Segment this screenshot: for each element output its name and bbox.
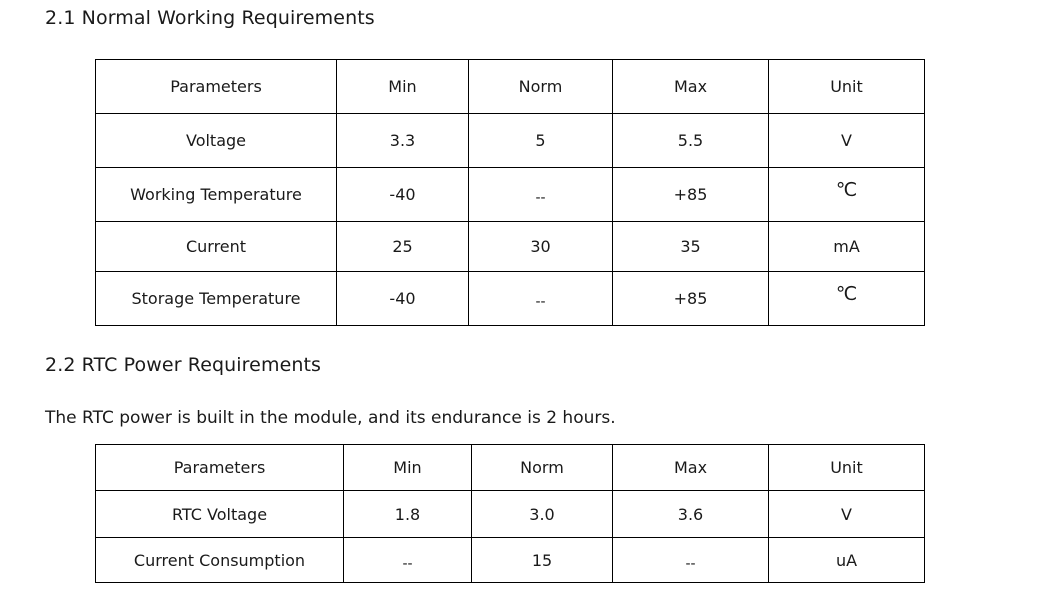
cell-parameter: Storage Temperature bbox=[96, 272, 337, 326]
cell-max: +85 bbox=[613, 272, 769, 326]
section-heading-rtc-power: 2.2 RTC Power Requirements bbox=[45, 354, 322, 376]
cell-max: 5.5 bbox=[613, 114, 769, 168]
column-header-min: Min bbox=[337, 60, 469, 114]
cell-parameter: Voltage bbox=[96, 114, 337, 168]
column-header-norm: Norm bbox=[472, 445, 613, 491]
column-header-parameters: Parameters bbox=[96, 60, 337, 114]
cell-min: -40 bbox=[337, 272, 469, 326]
cell-parameter: Current Consumption bbox=[96, 538, 344, 583]
cell-unit: uA bbox=[769, 538, 925, 583]
cell-min: 25 bbox=[337, 222, 469, 272]
cell-max: 35 bbox=[613, 222, 769, 272]
column-header-norm: Norm bbox=[469, 60, 613, 114]
table-row bbox=[96, 222, 925, 272]
cell-min bbox=[344, 538, 472, 583]
column-header-max: Max bbox=[613, 445, 769, 491]
cell-norm-value: -- bbox=[535, 190, 546, 206]
cell-unit: V bbox=[769, 491, 925, 538]
cell-max: +85 bbox=[613, 168, 769, 222]
column-header-unit: Unit bbox=[769, 445, 925, 491]
column-header-parameters: Parameters bbox=[96, 445, 344, 491]
cell-norm: 30 bbox=[469, 222, 613, 272]
cell-min: 3.3 bbox=[337, 114, 469, 168]
table-row bbox=[96, 538, 925, 583]
celsius-unit: ℃ bbox=[835, 178, 858, 201]
table-header-row bbox=[96, 60, 925, 114]
cell-parameter: RTC Voltage bbox=[96, 491, 344, 538]
cell-min: -40 bbox=[337, 168, 469, 222]
cell-norm-value: -- bbox=[535, 294, 546, 310]
table-row bbox=[96, 491, 925, 538]
cell-norm bbox=[469, 168, 613, 222]
column-header-min: Min bbox=[344, 445, 472, 491]
cell-max bbox=[613, 538, 769, 583]
column-header-max: Max bbox=[613, 60, 769, 114]
column-header-unit: Unit bbox=[769, 60, 925, 114]
celsius-unit: ℃ bbox=[835, 282, 858, 305]
cell-norm: 3.0 bbox=[472, 491, 613, 538]
cell-unit bbox=[769, 272, 925, 326]
rtc-description-paragraph: The RTC power is built in the module, and its endurance is 2 hours. bbox=[45, 408, 616, 428]
cell-norm bbox=[469, 272, 613, 326]
table-header-row bbox=[96, 445, 925, 491]
cell-parameter: Current bbox=[96, 222, 337, 272]
section-heading-normal-working: 2.1 Normal Working Requirements bbox=[45, 7, 375, 29]
cell-max: 3.6 bbox=[613, 491, 769, 538]
cell-max-value: -- bbox=[685, 555, 696, 572]
cell-norm: 5 bbox=[469, 114, 613, 168]
cell-unit: V bbox=[769, 114, 925, 168]
cell-unit bbox=[769, 168, 925, 222]
rtc-power-requirements-table bbox=[95, 444, 925, 583]
table-row bbox=[96, 114, 925, 168]
cell-norm: 15 bbox=[472, 538, 613, 583]
cell-min-value: -- bbox=[402, 555, 413, 572]
table-row bbox=[96, 168, 925, 222]
cell-unit: mA bbox=[769, 222, 925, 272]
normal-working-requirements-table bbox=[95, 59, 925, 326]
table-row bbox=[96, 272, 925, 326]
cell-parameter: Working Temperature bbox=[96, 168, 337, 222]
cell-min: 1.8 bbox=[344, 491, 472, 538]
